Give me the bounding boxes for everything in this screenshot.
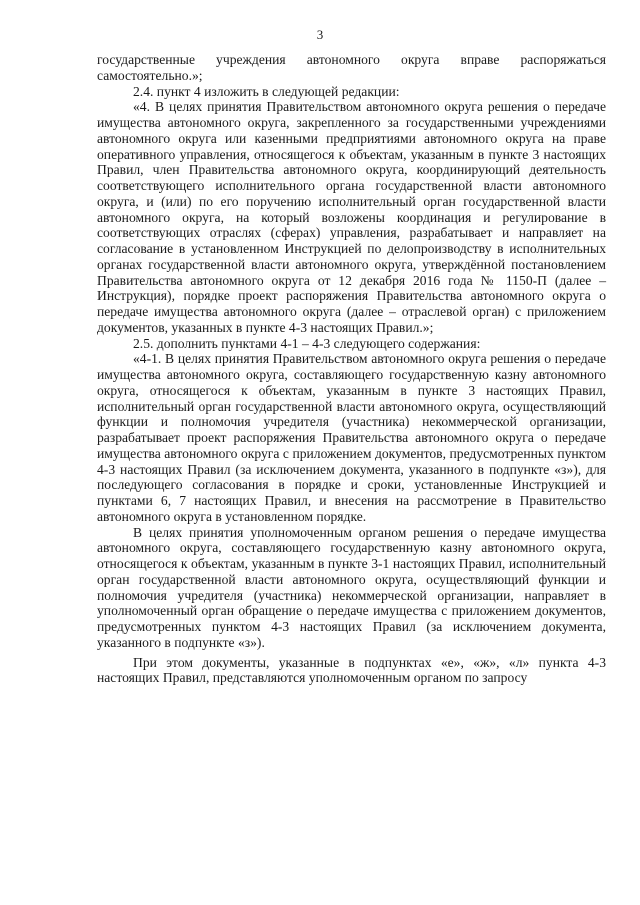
paragraph-4: 2.5. дополнить пунктами 4-1 – 4-3 следующего содержания: (133, 335, 481, 351)
paragraph-1: государственные учреждения автономного округа вправе распоряжаться самостоятельно.»; (97, 52, 606, 83)
paragraph-3: «4. В целях принятия Правительством автономного округа решения о передаче имущества автономного округа, закрепленного за государственными учреждениями автономного округа или казенными предприятиями автономного округа на праве оперативного управления, относящегося к объектам, указанным в пункте 3 настоящих Правил, член Правительства автономного округа, координирующий деятельность соответствующего исполнительного органа государственной власти автономного округа, и (или) по его поручению исполнительный орган государственной власти автономного округа, на который возложены координация и регулирование в соответствующих отраслях (сферах) управления, разрабатывает и направляет на согласование в установленном Инструкцией по делопроизводству в исполнительных органах государственной власти автономного округа, утверждённой постановлением Правительства автономного округа от 12 декабря 2016 года № 1150-П (далее – Инструкция), порядке проект распоряжения Правительства автономного округа о передаче имущества автономного округа (далее – отраслевой орган) с приложением документов, указанных в пункте 4-3 настоящих Правил.»; (97, 99, 606, 335)
page-number: 3 (316, 27, 324, 42)
paragraph-7: При этом документы, указанные в подпунктах «е», «ж», «л» пункта 4-3 настоящих Правил, представляются уполномоченным органом по запросу (97, 654, 606, 686)
document-body (97, 52, 606, 686)
paragraph-2: 2.4. пункт 4 изложить в следующей редакции: (133, 83, 400, 99)
paragraph-6: В целях принятия уполномоченным органом решения о передаче имущества автономного округа, составляющего государственную казну автономного округа, относящегося к объектам, указанным в пункте 3-1 настоящих Правил, исполнительный орган государственной власти автономного округа, осуществляющий функции и полномочия учредителя (участника) некоммерческой организации, направляет в уполномоченный орган обращение о передаче имущества с приложением документов, предусмотренных пунктом 4-3 настоящих Правил (за исключением документа, указанного в подпункте «з»). (97, 524, 606, 650)
paragraph-5: «4-1. В целях принятия Правительством автономного округа решения о передаче имущества автономного округа, составляющего государственную казну автономного округа, относящегося к объектам, указанным в пункте 3 настоящих Правил, исполнительный орган государственной власти автономного округа, осуществляющий функции и полномочия учредителя (участника) некоммерческой организации, разрабатывает проект распоряжения Правительства автономного округа о передаче имущества автономного округа с приложением документов, предусмотренных пунктом 4-3 настоящих Правил (за исключением документа, указанного в подпункте «з»), для последующего согласования в порядке и сроки, установленные Инструкцией и пунктами 6, 7 настоящих Правил, и внесения на рассмотрение в Правительство автономного округа в установленном порядке. (97, 351, 606, 524)
